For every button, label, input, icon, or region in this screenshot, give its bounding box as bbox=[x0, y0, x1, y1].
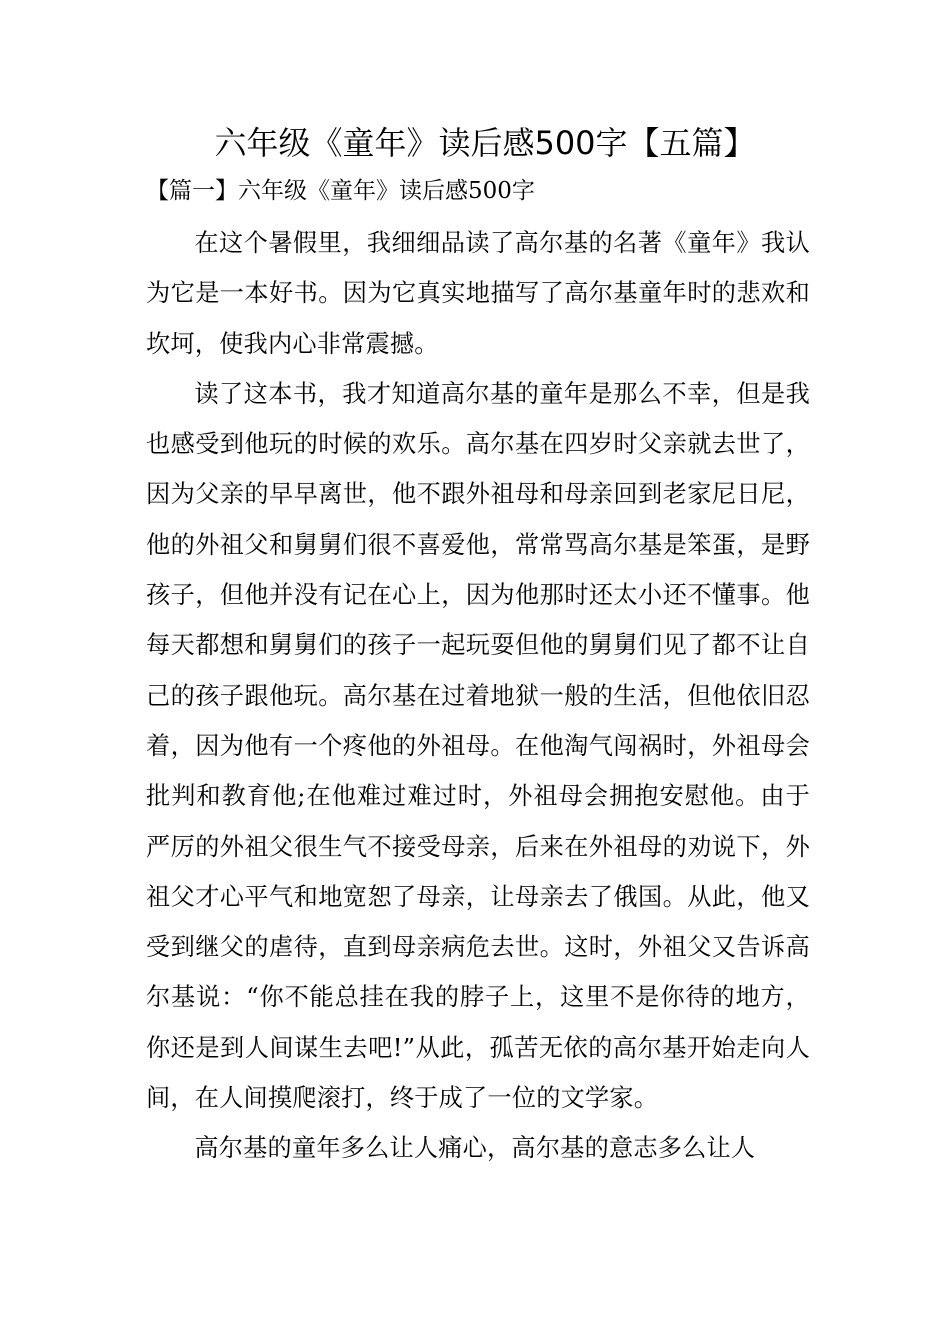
paragraph-1: 在这个暑假里，我细细品读了高尔基的名著《童年》我认为它是一本好书。因为它真实地描写了高尔基童年时的悲欢和坎坷，使我内心非常震撼。 bbox=[146, 229, 810, 358]
paragraph-3: 高尔基的童年多么让人痛心，高尔基的意志多么让人 bbox=[194, 1134, 756, 1163]
document-page bbox=[146, 120, 810, 1174]
section-heading: 【篇一】六年级《童年》读后感500字 bbox=[146, 178, 535, 204]
paragraph-2: 读了这本书，我才知道高尔基的童年是那么不幸，但是我也感受到他玩的时候的欢乐。高尔基在四岁时父亲就去世了，因为父亲的早早离世，他不跟外祖母和母亲回到老家尼日尼，他的外祖父和舅舅们很不喜爱他，常常骂高尔基是笨蛋，是野孩子，但他并没有记在心上，因为他那时还太小还不懂事。他每天都想和舅舅们的孩子一起玩耍但他的舅舅们见了都不让自己的孩子跟他玩。高尔基在过着地狱一般的生活，但他依旧忍着，因为他有一个疼他的外祖母。在他淘气闯祸时，外祖母会批判和教育他;在他难过难过时，外祖母会拥抱安慰他。由于严厉的外祖父很生气不接受母亲，后来在外祖母的劝说下，外祖父才心平气和地宽恕了母亲，让母亲去了俄国。从此，他又受到继父的虐待，直到母亲病危去世。这时，外祖父又告诉高尔基说：“你不能总挂在我的脖子上，这里不是你待的地方，你还是到人间谋生去吧!”从此，孤苦无依的高尔基开始走向人间，在人间摸爬滚打，终于成了一位的文学家。 bbox=[146, 379, 810, 1113]
document-title: 六年级《童年》读后感500字【五篇】 bbox=[214, 124, 756, 162]
